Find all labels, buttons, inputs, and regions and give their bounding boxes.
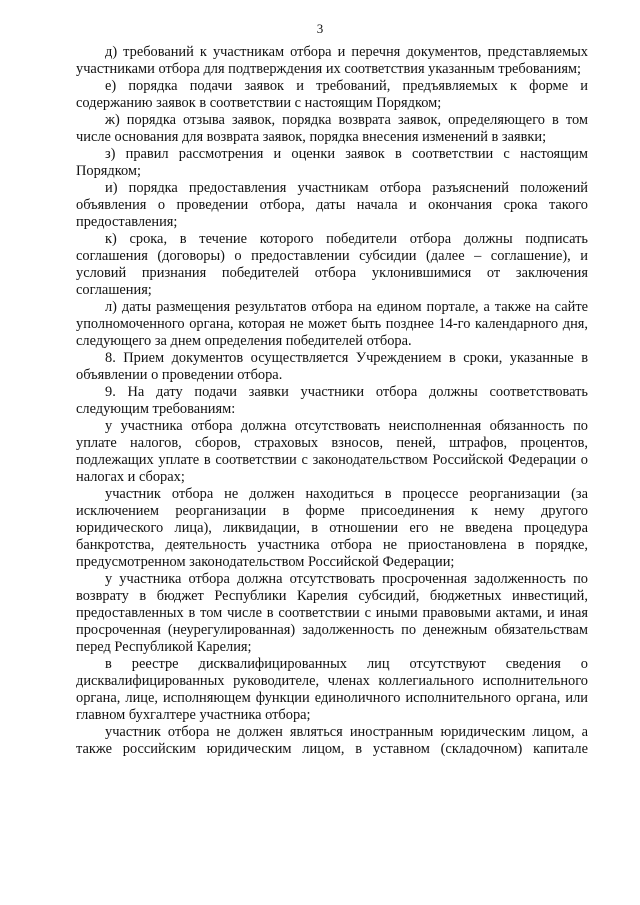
- document-body: [76, 44, 588, 758]
- paragraph-review-rules: з) правил рассмотрения и оценки заявок в соответствии с настоящим Порядком;: [76, 146, 588, 179]
- paragraph-withdrawal-procedure: ж) порядка отзыва заявок, порядка возврата заявок, определяющего в том числе основания для возврата заявок, порядка внесения изменений в заявки;: [76, 112, 588, 145]
- paragraph-item-9: 9. На дату подачи заявки участники отбора должны соответствовать следующим требованиям:: [76, 384, 588, 417]
- paragraph-no-tax-debt: у участника отбора должна отсутствовать неисполненная обязанность по уплате налогов, сборов, страховых взносов, пеней, штрафов, процентов, подлежащих уплате в соответствии с законодательством Российской Федерации о налогах и сборах;: [76, 418, 588, 485]
- paragraph-requirements-for-participants: д) требований к участникам отбора и перечня документов, представляемых участниками отбора для подтверждения их соответствия указанным требованиям;: [76, 44, 588, 77]
- paragraph-disqualified-persons: в реестре дисквалифицированных лиц отсутствуют сведения о дисквалифицированных руководителе, членах коллегиального исполнительного органа, лице, исполняющем функции единоличного исполнительного органа, или главном бухгалтере участника отбора;: [76, 656, 588, 723]
- paragraph-not-foreign-entity: участник отбора не должен являться иностранным юридическим лицом, а также российским юридическим лицом, в уставном (складочном) капитале: [76, 724, 588, 757]
- paragraph-agreement-deadline: к) срока, в течение которого победители отбора должны подписать соглашения (договоры) о предоставлении субсидии (далее – соглашение), и условий признания победителей отбора уклонившимися от заключения соглашения;: [76, 231, 588, 298]
- paragraph-results-publication: л) даты размещения результатов отбора на едином портале, а также на сайте уполномоченного органа, которая не может быть позднее 14-го календарного дня, следующего за днем определения победителей отбора.: [76, 299, 588, 349]
- paragraph-no-reorganization: участник отбора не должен находиться в процессе реорганизации (за исключением реорганизации в форме присоединения к нему другого юридического лица), ликвидации, в отношении его не введена процедура банкротства, деятельность участника отбора не приостановлена в порядке, предусмотренном законодательством Российской Федерации;: [76, 486, 588, 570]
- paragraph-clarifications: и) порядка предоставления участникам отбора разъяснений положений объявления о проведении отбора, даты начала и окончания срока такого предоставления;: [76, 180, 588, 230]
- paragraph-no-overdue-debt: у участника отбора должна отсутствовать просроченная задолженность по возврату в бюджет Республики Карелия субсидий, бюджетных инвестиций, предоставленных в том числе в соответствии с иными правовыми актами, и иная просроченная (неурегулированная) задолженность по денежным обязательствам перед Республикой Карелия;: [76, 571, 588, 655]
- page-number: 3: [316, 21, 324, 36]
- paragraph-item-8: 8. Прием документов осуществляется Учреждением в сроки, указанные в объявлении о проведении отбора.: [76, 350, 588, 383]
- paragraph-application-procedure: е) порядка подачи заявок и требований, предъявляемых к форме и содержанию заявок в соответствии с настоящим Порядком;: [76, 78, 588, 111]
